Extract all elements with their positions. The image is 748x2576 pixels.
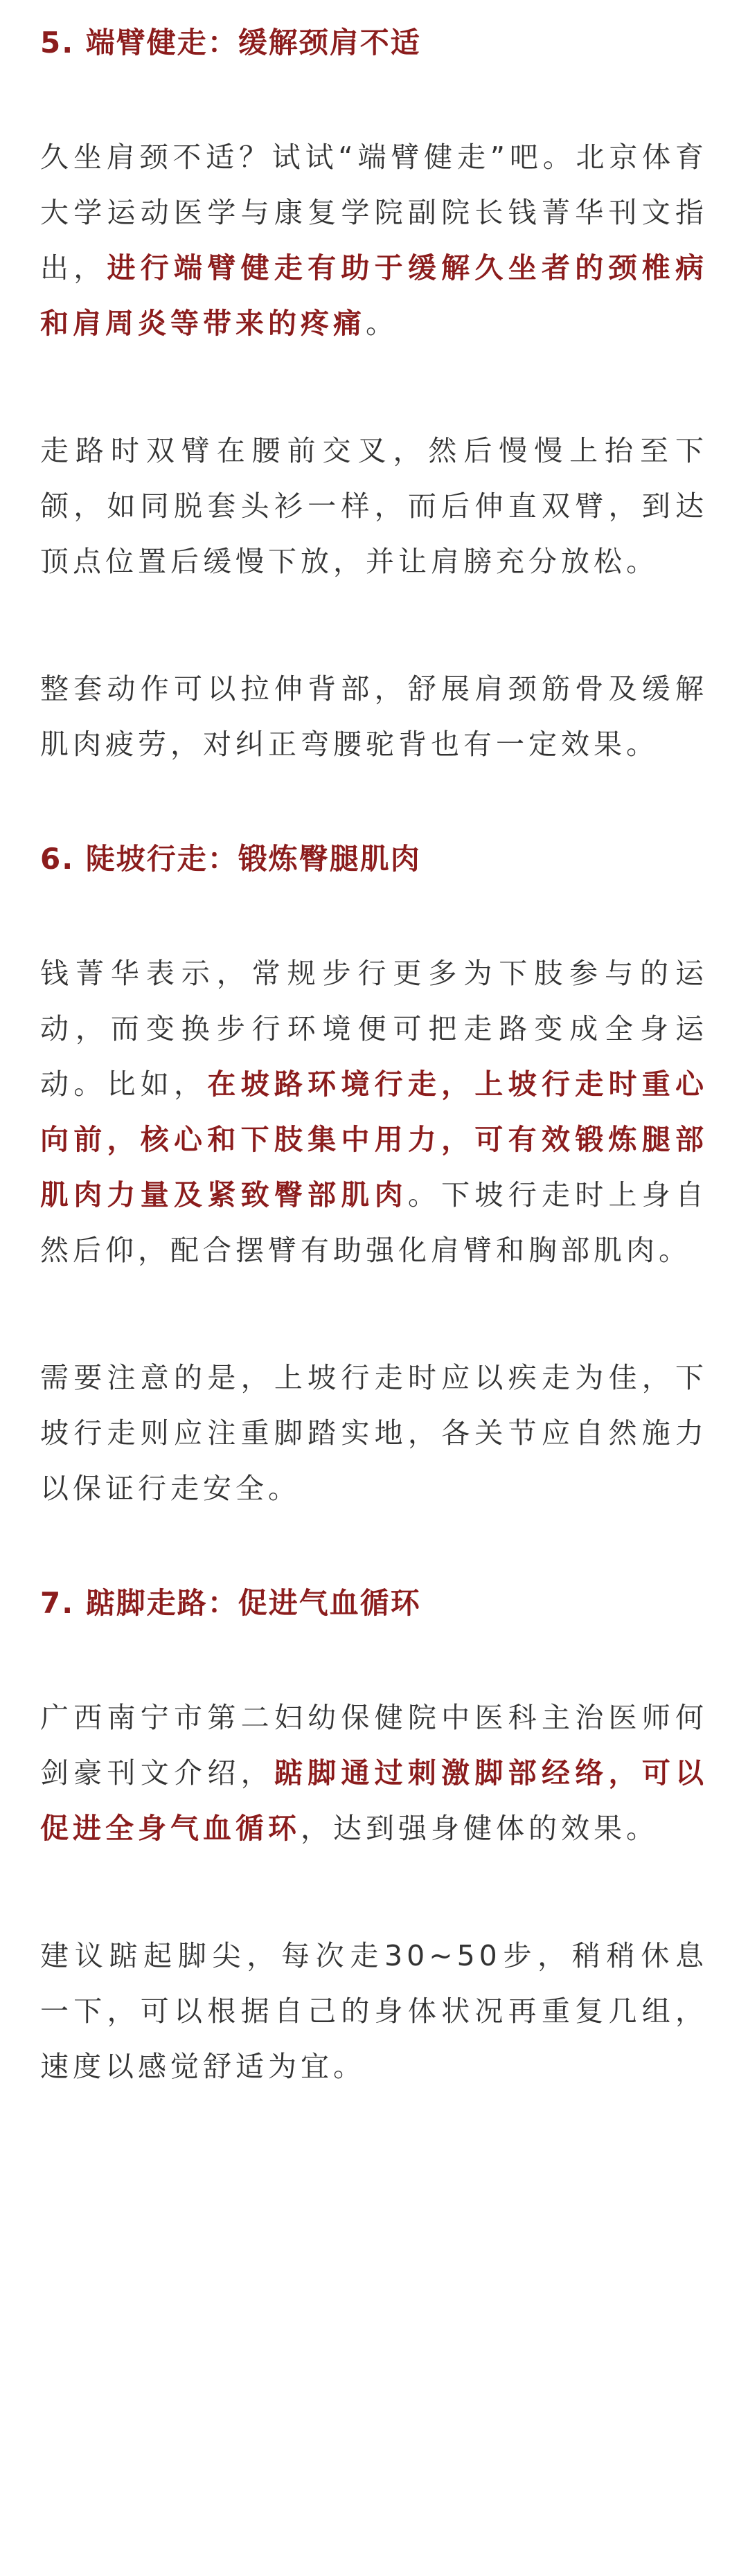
section-heading: 5. 端臂健走：缓解颈肩不适: [40, 26, 421, 60]
paragraph-text: 钱菁华表示，常规步行更多为下肢参与的运动，而变换步行环境便可把走路变成全身运动。比如，: [40, 957, 708, 1101]
section-heading: 7. 踮脚走路：促进气血循环: [40, 1586, 421, 1620]
paragraph: [40, 1690, 708, 1856]
paragraph-text: 。: [366, 307, 398, 340]
section-5: [40, 7, 708, 772]
highlighted-text: 踮脚通过刺激脚部经络，可以促进全身气血循环: [40, 1756, 709, 1845]
paragraph-text: 整套动作可以拉伸背部，舒展肩颈筋骨及缓解肌肉疲劳，对纠正弯腰驼背也有一定效果。: [40, 672, 708, 761]
paragraph-text: ，达到强身健体的效果。: [301, 1812, 659, 1845]
highlighted-text: 进行端臂健走有助于缓解久坐者的颈椎病和肩周炎等带来的疼痛: [40, 251, 709, 340]
paragraph-text: 广西南宁市第二妇幼保健院中医科主治医师何剑豪刊文介绍，: [40, 1701, 708, 1790]
paragraph-text: 。下坡行走时上身自然后仰，配合摆臂有助强化肩臂和胸部肌肉。: [40, 1178, 709, 1267]
paragraph-text: 建议踮起脚尖，每次走30~50步，稍稍休息一下，可以根据自己的身体状况再重复几组，速度以感觉舒适为宜。: [40, 1939, 708, 2083]
paragraph-text: 需要注意的是，上坡行走时应以疾走为佳，下坡行走则应注重脚踏实地，各关节应自然施力以保证行走安全。: [40, 1361, 708, 1505]
paragraph: [40, 129, 708, 351]
paragraph: [40, 946, 708, 1278]
paragraph: [40, 1350, 708, 1516]
section-heading: 6. 陡坡行走：锻炼臀腿肌肉: [40, 842, 421, 876]
highlighted-text: 在坡路环境行走，上坡行走时重心向前，核心和下肢集中用力，可有效锻炼腿部肌肉力量及紧致臀部肌肉: [40, 1068, 709, 1212]
paragraph-text: 走路时双臂在腰前交叉，然后慢慢上抬至下颌，如同脱套头衫一样，而后伸直双臂，到达顶点位置后缓慢下放，并让肩膀充分放松。: [40, 434, 708, 578]
paragraph-text: 久坐肩颈不适？试试“端臂健走”吧。北京体育大学运动医学与康复学院副院长钱菁华刊文指出，: [40, 141, 708, 285]
paragraph: [40, 1928, 708, 2094]
paragraph: [40, 423, 708, 589]
paragraph: [40, 661, 708, 772]
section-6: [40, 823, 708, 1516]
section-7: [40, 1567, 708, 2094]
